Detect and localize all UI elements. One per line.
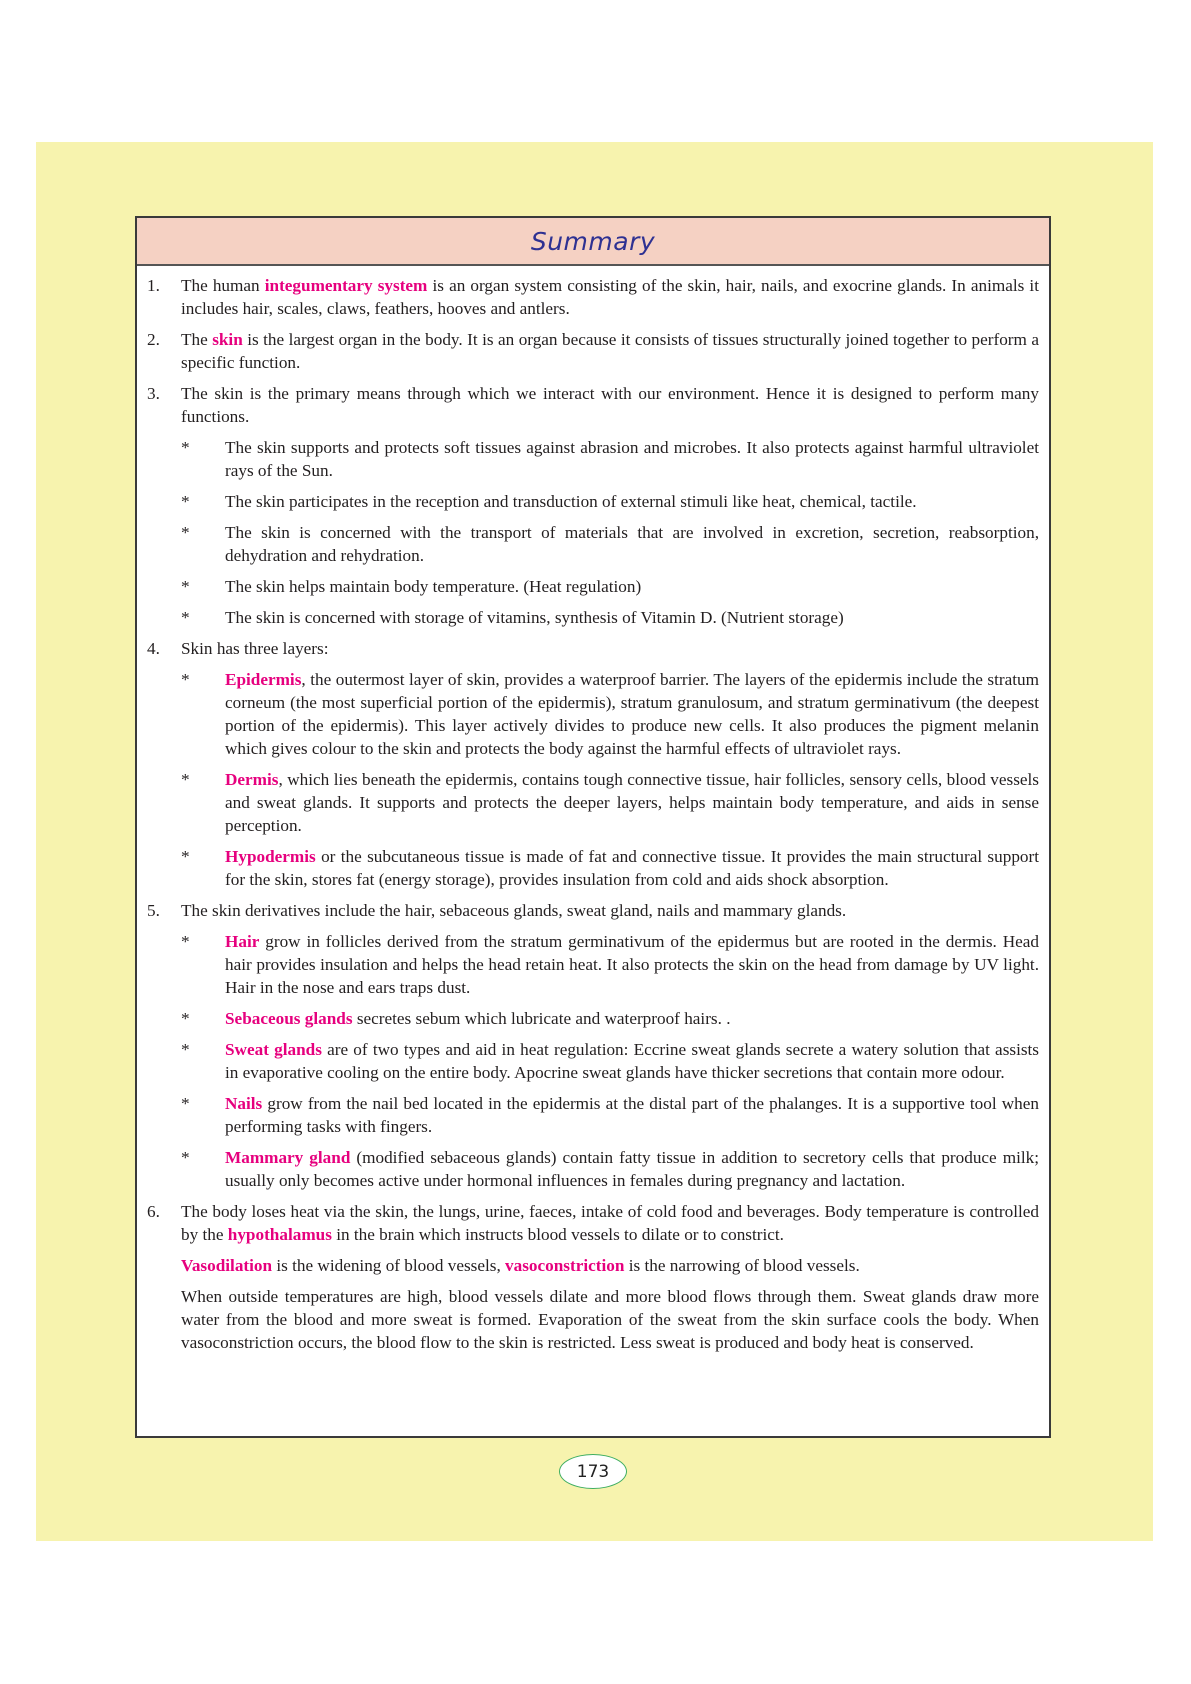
text-segment: The skin is concerned with the transport of materials that are involved in excretion, secretion, reabsorption, dehydration and rehydration.: [225, 523, 1039, 565]
item-text: [181, 637, 329, 660]
item-text: [181, 274, 1039, 320]
bullet-star: *: [181, 770, 190, 789]
highlighted-term: Epidermis: [225, 670, 302, 689]
bullet-star: *: [181, 523, 190, 542]
numbered-item: [147, 274, 1039, 320]
summary-box: [135, 216, 1051, 1438]
numbered-item: [147, 899, 1039, 922]
highlighted-term: vasoconstriction: [505, 1256, 625, 1275]
highlighted-term: Hair: [225, 932, 260, 951]
item-number: 6.: [147, 1202, 160, 1221]
highlighted-term: Mammary gland: [225, 1148, 351, 1167]
text-segment: The skin participates in the reception and transduction of external stimuli like heat, chemical, tactile.: [225, 492, 917, 511]
bullet-item: [181, 768, 1039, 837]
bullet-item: [181, 930, 1039, 999]
text-segment: , which lies beneath the epidermis, contains tough connective tissue, hair follicles, sensory cells, blood vessels and sweat glands. It supports and protects the deeper layers, helps maintain body temperature, and aids in sense perception.: [225, 770, 1039, 835]
summary-title: Summary: [530, 226, 656, 256]
bullet-item: [181, 1146, 1039, 1192]
item-text: [225, 845, 1039, 891]
text-segment: The skin derivatives include the hair, sebaceous glands, sweat gland, nails and mammary glands.: [181, 901, 847, 920]
item-number: 2.: [147, 330, 160, 349]
highlighted-term: Sebaceous glands: [225, 1009, 353, 1028]
item-text: [181, 382, 1039, 428]
item-text: [225, 521, 1039, 567]
bullet-item: [181, 606, 1039, 629]
text-segment: in the brain which instructs blood vessels to dilate or to constrict.: [331, 1225, 784, 1244]
item-text: [225, 575, 641, 598]
item-number: 5.: [147, 901, 160, 920]
bullet-item: [181, 1092, 1039, 1138]
text-segment: The skin helps maintain body temperature. (Heat regulation): [225, 577, 642, 596]
item-text: [225, 930, 1039, 999]
bullet-item: [181, 490, 1039, 513]
paragraph: [181, 1285, 1039, 1354]
text-segment: When outside temperatures are high, blood vessels dilate and more blood flows through them. Sweat glands draw more water from the blood and more sweat is formed. Evaporation of the sweat from the skin surface cools the body. When vasoconstriction occurs, the blood flow to the skin is restricted. Less sweat is produced and body heat is conserved.: [181, 1287, 1039, 1352]
text-segment: is the narrowing of blood vessels.: [624, 1256, 860, 1275]
numbered-item: [147, 328, 1039, 374]
bullet-star: *: [181, 932, 190, 951]
bullet-star: *: [181, 1148, 190, 1167]
highlighted-term: Sweat glands: [225, 1040, 322, 1059]
text-segment: The skin supports and protects soft tissues against abrasion and microbes. It also protects against harmful ultraviolet rays of the Sun.: [225, 438, 1039, 480]
summary-content: [137, 266, 1049, 1354]
paragraph: [181, 1254, 1039, 1277]
item-text: [225, 1146, 1039, 1192]
item-text: [225, 668, 1039, 760]
text-segment: Skin has three layers:: [181, 639, 329, 658]
item-text: [225, 490, 917, 513]
bullet-item: [181, 668, 1039, 760]
item-text: [181, 1200, 1039, 1246]
item-text: [225, 1007, 731, 1030]
item-text: [181, 328, 1039, 374]
item-number: 4.: [147, 639, 160, 658]
item-text: [225, 768, 1039, 837]
bullet-item: [181, 436, 1039, 482]
text-segment: secretes sebum which lubricate and waterproof hairs. .: [352, 1009, 731, 1028]
text-segment: The skin is the primary means through which we interact with our environment. Hence it is designed to perform many functions.: [181, 384, 1039, 426]
item-text: [225, 1092, 1039, 1138]
bullet-star: *: [181, 492, 190, 511]
bullet-item: [181, 1007, 1039, 1030]
text-segment: grow from the nail bed located in the epidermis at the distal part of the phalanges. It is a supportive tool when performing tasks with fingers.: [225, 1094, 1039, 1136]
bullet-item: [181, 1038, 1039, 1084]
highlighted-term: Dermis: [225, 770, 279, 789]
bullet-star: *: [181, 847, 190, 866]
bullet-star: *: [181, 608, 190, 627]
highlighted-term: Hypodermis: [225, 847, 316, 866]
text-segment: are of two types and aid in heat regulation: Eccrine sweat glands secrete a watery solution that assists in evaporative cooling on the entire body. Apocrine sweat glands have thicker secretions that contain more odour.: [225, 1040, 1039, 1082]
bullet-star: *: [181, 1009, 190, 1028]
highlighted-term: integumentary system: [264, 276, 428, 295]
item-text: [225, 1038, 1039, 1084]
highlighted-term: Vasodilation: [181, 1256, 273, 1275]
item-text: [181, 1254, 1039, 1277]
bullet-item: [181, 521, 1039, 567]
text-segment: grow in follicles derived from the stratum germinativum of the epidermus but are rooted in the dermis. Head hair provides insulation and helps the head retain heat. It also protects the skin on the head from damage by UV light. Hair in the nose and ears traps dust.: [225, 932, 1039, 997]
highlighted-term: Nails: [225, 1094, 263, 1113]
page-number: 173: [559, 1454, 627, 1489]
bullet-item: [181, 575, 1039, 598]
text-segment: , the outermost layer of skin, provides a waterproof barrier. The layers of the epidermis include the stratum corneum (the most superficial portion of the epidermis), stratum granulosum, and stratum germinativum (the deepest portion of the epidermis). This layer actively divides to produce new cells. It also produces the pigment melanin which gives colour to the skin and protects the body against the harmful effects of ultraviolet rays.: [225, 670, 1039, 758]
text-segment: is the widening of blood vessels,: [272, 1256, 506, 1275]
text-segment: (modified sebaceous glands) contain fatty tissue in addition to secretory cells that produce milk; usually only becomes active under hormonal influences in females during pregnancy and lactation.: [225, 1148, 1039, 1190]
text-segment: The human: [181, 276, 265, 295]
item-text: [181, 899, 846, 922]
summary-header: [137, 218, 1049, 266]
bullet-star: *: [181, 577, 190, 596]
numbered-item: [147, 1200, 1039, 1246]
item-text: [181, 1285, 1039, 1354]
bullet-star: *: [181, 1040, 190, 1059]
text-segment: is an organ system consisting of the skin, hair, nails, and exocrine glands. In animals it includes hair, scales, claws, feathers, hooves and antlers.: [181, 276, 1039, 318]
text-segment: The skin is concerned with storage of vitamins, synthesis of Vitamin D. (Nutrient storage): [225, 608, 844, 627]
text-segment: is the largest organ in the body. It is an organ because it consists of tissues structurally joined together to perform a specific function.: [181, 330, 1039, 372]
text-segment: or the subcutaneous tissue is made of fat and connective tissue. It provides the main structural support for the skin, stores fat (energy storage), provides insulation from cold and aids shock absorption.: [225, 847, 1039, 889]
bullet-star: *: [181, 1094, 190, 1113]
bullet-star: *: [181, 438, 190, 457]
text-segment: The body loses heat via the skin, the lungs, urine, faeces, intake of cold food and beverages. Body temperature is controlled by the: [181, 1202, 1039, 1244]
numbered-item: [147, 382, 1039, 428]
numbered-item: [147, 637, 1039, 660]
text-segment: The: [181, 330, 213, 349]
highlighted-term: skin: [212, 330, 243, 349]
item-number: 3.: [147, 384, 160, 403]
bullet-item: [181, 845, 1039, 891]
highlighted-term: hypothalamus: [227, 1225, 332, 1244]
item-text: [225, 606, 844, 629]
item-number: 1.: [147, 276, 160, 295]
item-text: [225, 436, 1039, 482]
bullet-star: *: [181, 670, 190, 689]
